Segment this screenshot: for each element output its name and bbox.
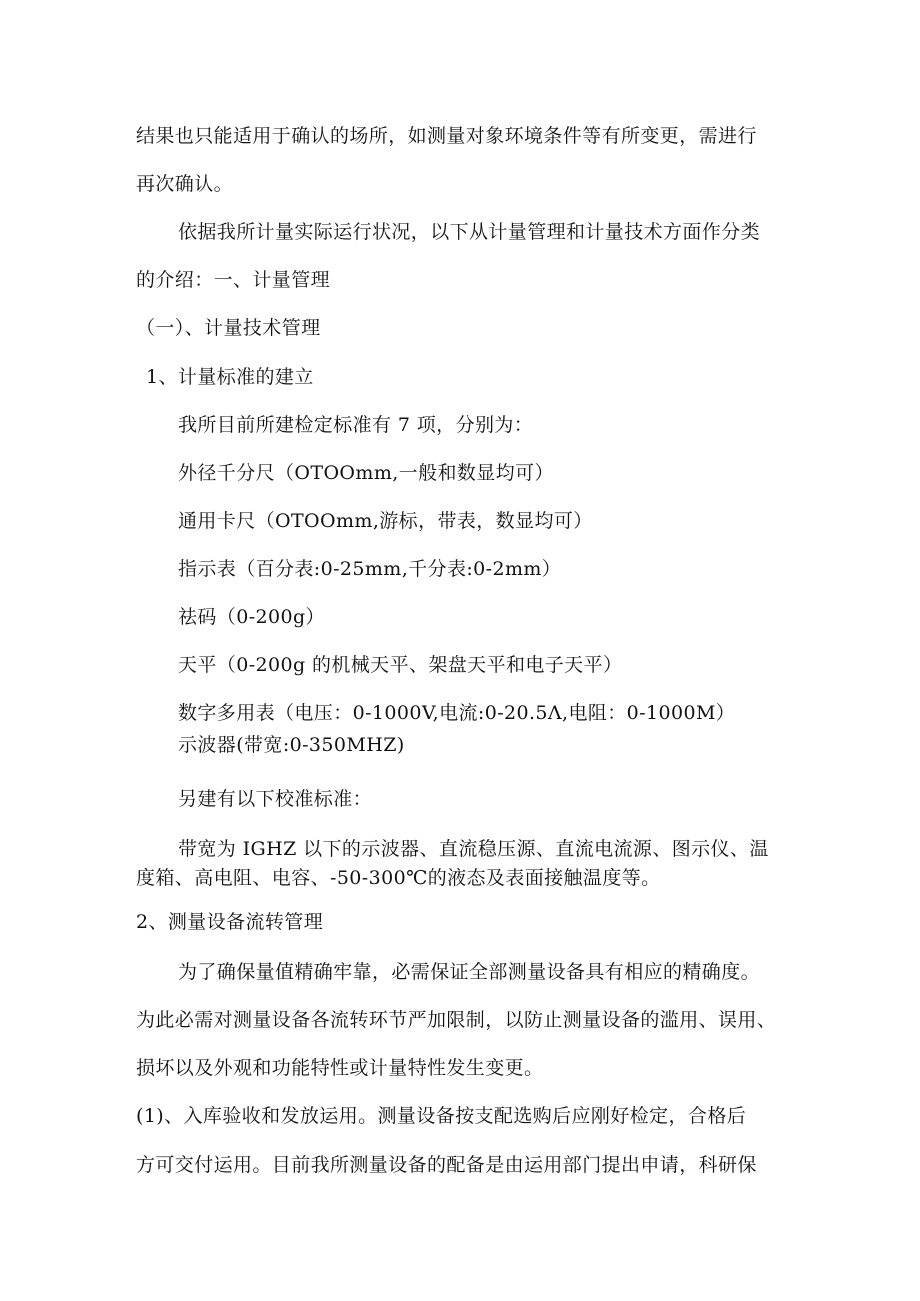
paragraph-line: 再次确认。: [136, 173, 234, 195]
paragraph-line: 我所目前所建检定标准有 7 项，分别为：: [178, 414, 534, 436]
paragraph-line: 为此必需对测量设备各流转环节严加限制，以防止测量设备的滥用、误用、: [136, 1009, 777, 1031]
list-item: 示波器(带宽:0-350MHZ): [178, 734, 405, 756]
list-item: 外径千分尺（OTOOmm,一般和数显均可）: [178, 462, 554, 484]
paragraph-line: 为了确保量值精确牢靠，必需保证全部测量设备具有相应的精确度。: [178, 961, 761, 983]
section-heading: （一）、计量技术管理: [136, 317, 321, 339]
subsection-heading: 2、测量设备流转管理: [136, 911, 324, 933]
list-item: 指示表（百分表:0-25mm,千分表:0-2mm）: [178, 558, 562, 580]
paragraph-line: 结果也只能适用于确认的场所，如测量对象环境条件等有所变更，需进行: [136, 125, 757, 147]
paragraph-line: 的介绍：一、计量管理: [136, 269, 331, 291]
paragraph-line: 方可交付运用。目前我所测量设备的配备是由运用部门提出申请，科研保: [136, 1154, 757, 1176]
list-item: 通用卡尺（OTOOmm,游标，带表，数显均可）: [178, 510, 593, 532]
list-item: 祛码（0-200g）: [178, 606, 325, 628]
paragraph-line: 依据我所计量实际运行状况，以下从计量管理和计量技术方面作分类: [178, 221, 761, 243]
subsection-heading: 1、计量标准的建立: [146, 366, 314, 388]
paragraph-line: 度箱、高电阻、电容、-50-300℃的液态及表面接触温度等。: [136, 867, 661, 889]
paragraph-line: 另建有以下校准标准：: [178, 788, 373, 810]
paragraph-line: 损坏以及外观和功能特性或计量特性发生变更。: [136, 1057, 544, 1079]
list-item: 数字多用表（电压：0-1000V,电流:0-20.5Λ,电阻：0-1000M）: [178, 702, 736, 724]
paragraph-line: 带宽为 IGHZ 以下的示波器、直流稳压源、直流电流源、图示仪、温: [178, 838, 769, 860]
paragraph-line: (1)、入库验收和发放运用。测量设备按支配选购后应刚好检定，合格后: [136, 1105, 747, 1127]
list-item: 天平（0-200g 的机械天平、架盘天平和电子天平）: [178, 654, 623, 676]
